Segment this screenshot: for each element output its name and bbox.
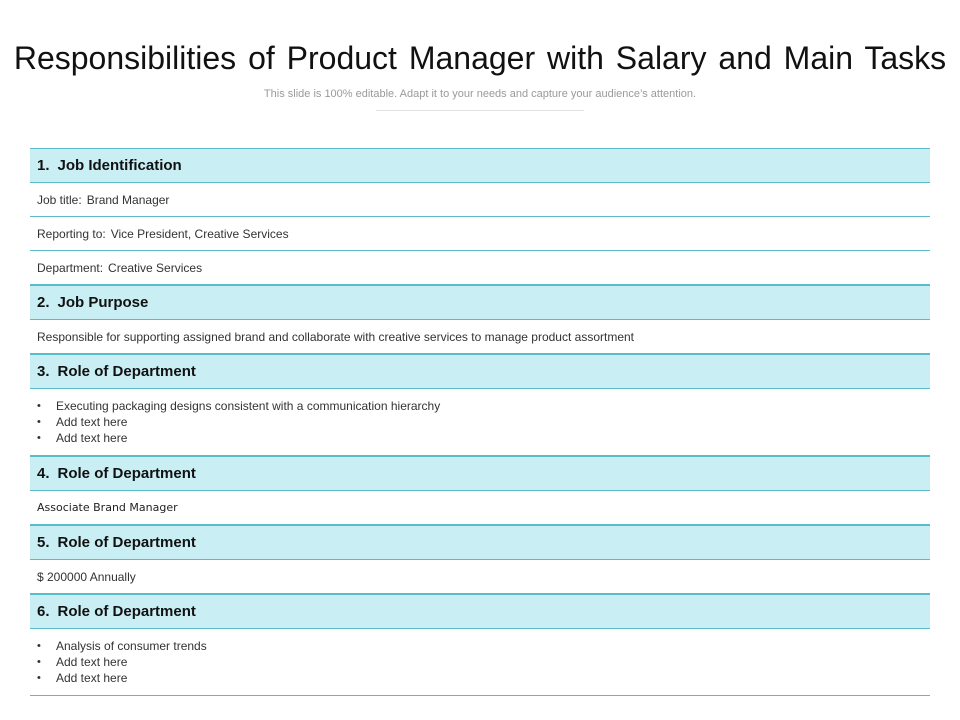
list-item: • Add text here <box>37 670 207 686</box>
section-header-role-of-department-5 <box>30 525 930 560</box>
row-value: Creative Services <box>108 260 203 275</box>
section-number: 6. <box>37 603 50 620</box>
section-header-role-of-department-4 <box>30 456 930 491</box>
section-heading: Role of Department <box>57 603 196 620</box>
section-heading: Role of Department <box>57 465 196 482</box>
row-label: Job title: <box>37 192 82 207</box>
bullet-list <box>37 398 440 446</box>
page-title: Responsibilities of Product Manager with Salary and Main Tasks <box>13 40 947 76</box>
section-heading: Job Purpose <box>57 294 149 311</box>
section-number: 1. <box>37 157 50 174</box>
table-row-role-bullets-3 <box>30 389 930 456</box>
bullet-list <box>37 638 207 686</box>
table-row-role-bullets-6 <box>30 629 930 696</box>
row-text: Responsible for supporting assigned brand and collaborate with creative services to manage product assortment <box>37 329 634 344</box>
row-value: Brand Manager <box>86 192 170 207</box>
table-row-salary <box>30 560 930 594</box>
list-item: • Add text here <box>37 430 440 446</box>
section-number: 2. <box>37 294 50 311</box>
table-row-job-purpose-text <box>30 320 930 354</box>
list-item: • Add text here <box>37 654 207 670</box>
responsibilities-table <box>30 148 930 696</box>
list-item: • Add text here <box>37 414 440 430</box>
row-text: Associate Brand Manager <box>37 501 178 514</box>
section-header-job-purpose <box>30 285 930 320</box>
section-number: 3. <box>37 363 50 380</box>
section-heading: Job Identification <box>57 157 182 174</box>
row-value: Vice President, Creative Services <box>110 226 289 241</box>
list-item: • Executing packaging designs consistent with a communication hierarchy <box>37 398 440 414</box>
section-number: 4. <box>37 465 50 482</box>
section-header-job-identification <box>30 148 930 183</box>
section-heading: Role of Department <box>57 534 196 551</box>
list-item: • Analysis of consumer trends <box>37 638 207 654</box>
salary-text: $ 200000 Annually <box>37 569 136 584</box>
row-label: Department: <box>37 260 104 275</box>
table-row-reporting-to <box>30 217 930 251</box>
page-subtitle: This slide is 100% editable. Adapt it to your needs and capture your audience’s attention. <box>263 88 697 100</box>
section-header-role-of-department-3 <box>30 354 930 389</box>
section-number: 5. <box>37 534 50 551</box>
table-row-role-text-4 <box>30 491 930 525</box>
row-label: Reporting to: <box>37 226 106 241</box>
subtitle-divider <box>376 110 584 111</box>
section-header-role-of-department-6 <box>30 594 930 629</box>
section-heading: Role of Department <box>57 363 196 380</box>
table-row-department <box>30 251 930 285</box>
table-row-job-title <box>30 183 930 217</box>
